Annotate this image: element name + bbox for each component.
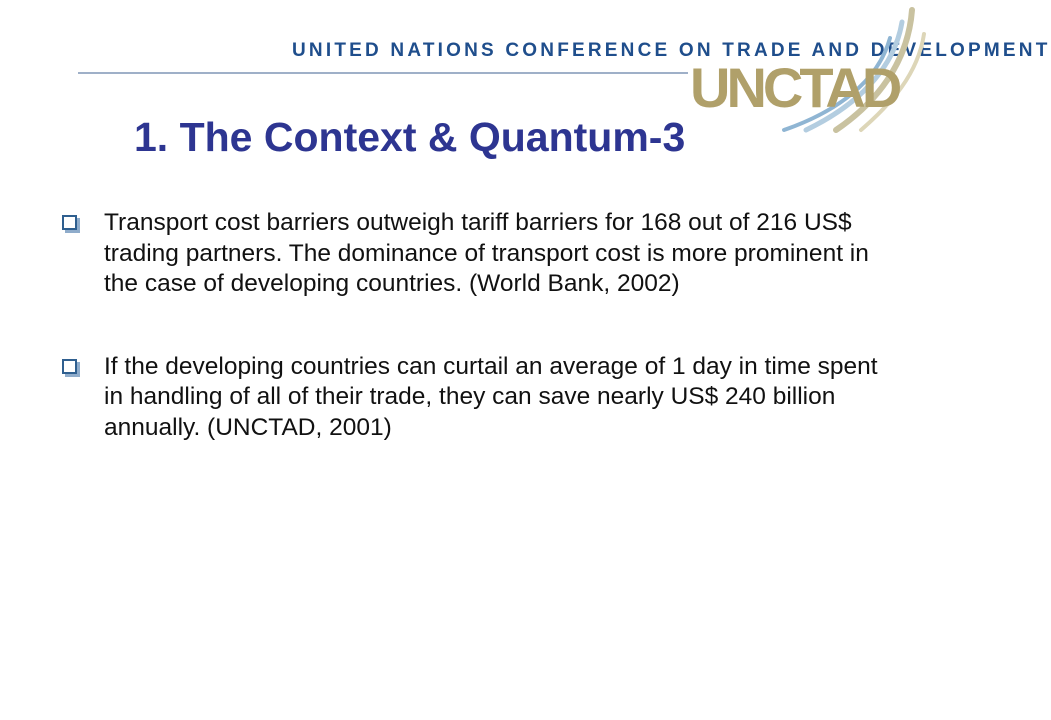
logo-wordmark: UNCTAD [690, 56, 899, 119]
checkbox-square-icon [62, 215, 77, 230]
bullet-item [62, 208, 892, 300]
slide-title: 1. The Context & Quantum-3 [134, 114, 686, 160]
org-name: UNITED NATIONS CONFERENCE ON TRADE AND DEVELOPMENT [292, 40, 1051, 61]
bullet-item [62, 352, 892, 444]
header-divider [78, 72, 688, 74]
bullet-list [62, 208, 892, 495]
bullet-text: Transport cost barriers outweigh tariff barriers for 168 out of 216 US$ trading partners. The dominance of transport cost is more prominent in the case of developing countries. (World Bank, 2002) [104, 209, 869, 297]
unctad-logo [686, 8, 926, 133]
bullet-text: If the developing countries can curtail an average of 1 day in time spent in handling of all of their trade, they can save nearly US$ 240 billion annually. (UNCTAD, 2001) [104, 352, 878, 441]
checkbox-square-icon [62, 359, 77, 374]
